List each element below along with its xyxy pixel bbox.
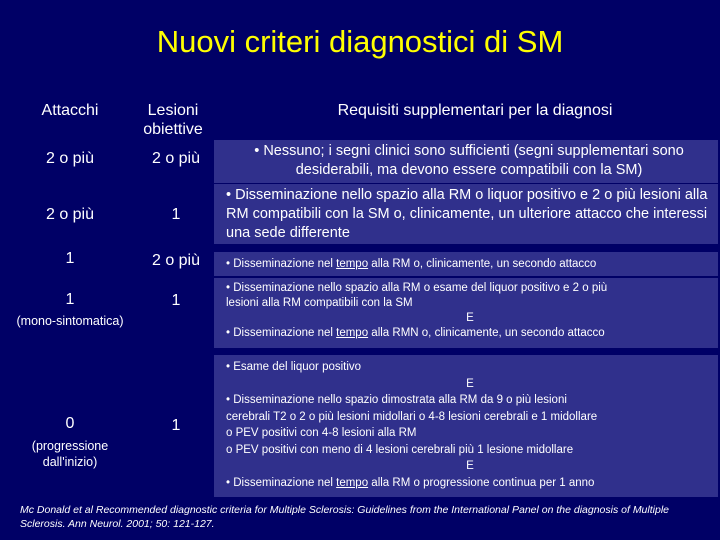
row3-attacchi: 1 [65,250,75,267]
row5-requisiti [214,355,718,497]
row2-requisiti: • Disseminazione nello spazio alla RM o liquor positivo e 2 o più lesioni alla RM compatibili con la SM o, clinicamente, un ulteriore attacco che interessi una sede differente [214,184,718,244]
row4-req-line2: lesioni alla RM compatibili con la SM [226,297,413,309]
row4-lesioni: 1 [171,292,181,309]
row5-req-line6-underline: tempo [336,476,369,489]
row5-req-line5: o PEV positivi con meno di 4 lesioni cerebrali più 1 lesione midollare [226,443,574,456]
row3-req-underline: tempo [336,258,369,270]
header-lesioni: Lesioni obiettive [143,102,203,138]
row5-attacchi-note: (progressione dall'inizio) [31,439,109,469]
reference-citation: Mc Donald et al Recommended diagnostic criteria for Multiple Sclerosis: Guidelines from the International Panel on the diagnosis of Multiple Sclerosis. Ann Neurol. 2001; 50: 121-127. [20,504,669,530]
row3-lesioni: 2 o più [151,252,201,269]
row5-req-line6-post: alla RM o progressione continua per 1 anno [368,476,595,489]
row5-req-line1: • Esame del liquor positivo [226,361,362,373]
row4-req-line1: • Disseminazione nello spazio alla RM o esame del liquor positivo e 2 o più [226,282,608,294]
row4-req-line3-underline: tempo [336,327,369,339]
row4-req-e: E [466,312,474,324]
row3-requisiti [214,252,718,276]
row1-requisiti: • Nessuno; i segni clinici sono sufficienti (segni supplementari sono desiderabili, ma devono essere compatibili con la SM) [214,140,718,183]
row5-req-line4: o PEV positivi con 4-8 lesioni alla RM [226,427,417,439]
row4-req-line3-pre: • Disseminazione nel [226,327,337,339]
row4-req-line3-post: alla RMN o, clinicamente, un secondo attacco [368,327,605,339]
row2-attacchi: 2 o più [45,206,95,223]
row4-attacchi: 1 [65,291,75,308]
row3-req-pre: • Disseminazione nel [226,258,337,270]
row3-req-post: alla RM o, clinicamente, un secondo attacco [368,258,597,270]
row5-req-e1: E [466,377,474,390]
row1-attacchi: 2 o più [45,150,95,167]
row5-lesioni: 1 [171,417,181,434]
row5-req-e2: E [466,460,474,472]
row4-requisiti [214,278,718,348]
row5-req-line3: cerebrali T2 o 2 o più lesioni midollari o 4-8 lesioni cerebrali e 1 midollare [226,410,598,423]
header-requisiti: Requisiti supplementari per la diagnosi [337,102,613,119]
header-attacchi: Attacchi [41,102,99,119]
page-title: Nuovi criteri diagnostici di SM [156,24,564,59]
row2-lesioni: 1 [171,206,181,223]
row5-attacchi: 0 [65,415,75,432]
row5-req-line2: • Disseminazione nello spazio dimostrata alla RM da 9 o più lesioni [226,394,567,406]
row1-lesioni: 2 o più [151,150,201,167]
row4-attacchi-note: (mono-sintomatica) [16,314,124,328]
row5-req-line6-pre: • Disseminazione nel [226,476,337,489]
